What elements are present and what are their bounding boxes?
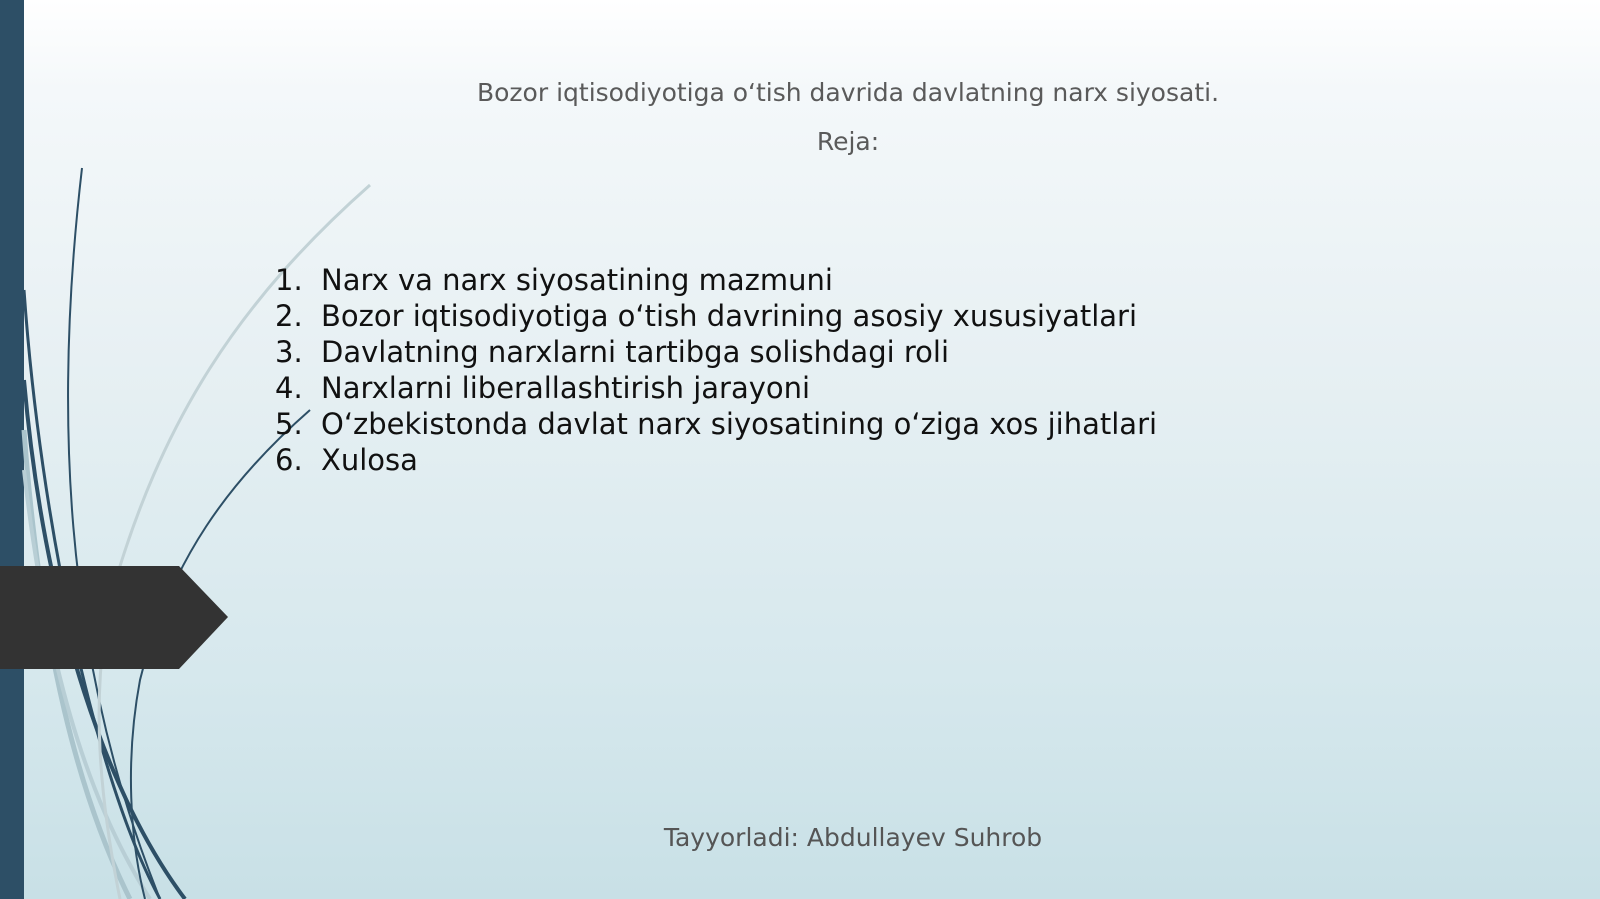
plan-item-text: Xulosa (321, 443, 418, 477)
plan-item (275, 406, 1157, 442)
plan-list (275, 262, 1157, 478)
plan-item-number: 2. (275, 299, 303, 333)
plan-item-number: 4. (275, 371, 303, 405)
plan-item (275, 262, 1157, 298)
pentagon-tab-shape (0, 566, 228, 669)
plan-item-text: Bozor iqtisodiyotiga o‘tish davrining asosiy xususiyatlari (321, 299, 1138, 333)
plan-item-number: 1. (275, 263, 303, 297)
plan-item (275, 370, 1157, 406)
slide-title: Bozor iqtisodiyotiga o‘tish davrida davlatning narx siyosati. (476, 78, 1220, 107)
plan-item-text: O‘zbekistonda davlat narx siyosatining o‘ziga xos jihatlari (321, 407, 1158, 441)
author-credit: Tayyorladi: Abdullayev Suhrob (663, 823, 1043, 852)
plan-item-text: Davlatning narxlarni tartibga solishdagi roli (321, 335, 950, 369)
plan-item-text: Narxlarni liberallashtirish jarayoni (321, 371, 811, 405)
slide-subtitle: Reja: (816, 127, 880, 156)
plan-item (275, 334, 1157, 370)
plan-item-number: 5. (275, 407, 303, 441)
plan-item-number: 6. (275, 443, 303, 477)
plan-item (275, 442, 1157, 478)
plan-item (275, 298, 1157, 334)
plan-item-number: 3. (275, 335, 303, 369)
plan-item-text: Narx va narx siyosatining mazmuni (321, 263, 833, 297)
